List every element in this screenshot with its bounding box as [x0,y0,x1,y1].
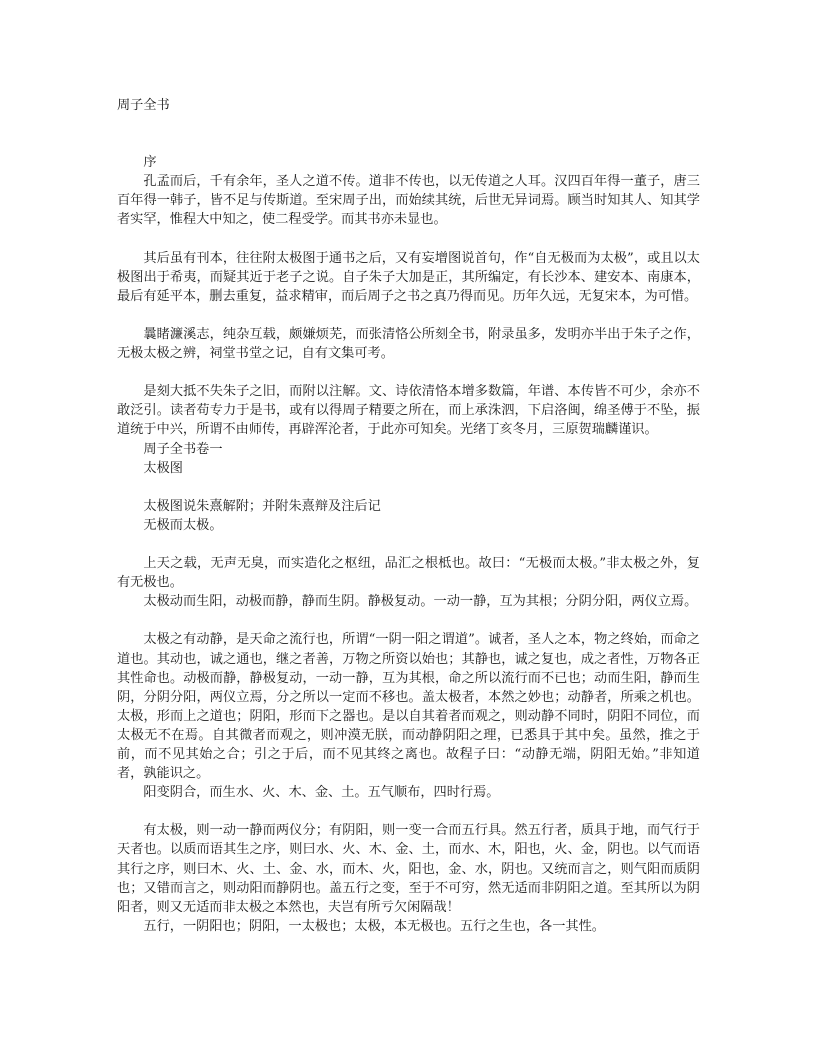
document-title: 周子全书 [117,98,170,113]
body-paragraph: 阳变阴合，而生水、火、木、金、土。五气顺布，四时行焉。 [143,785,500,801]
paragraph-spacer [117,535,700,554]
section-heading: 太极图说朱熹解附；并附朱熹辩及注后记 [143,498,381,514]
paragraph-spacer [117,802,700,821]
paragraph-spacer [117,478,700,497]
section-heading: 序 [143,155,157,171]
paragraph-spacer [117,229,700,248]
title-spacer [117,134,700,153]
body-paragraph: 有太极，则一动一静而两仪分；有阴阳，则一变一合而五行具。然五行者，质具于地，而气行于天者也。以质而语其生之序，则曰水、火、木、金、土，而水、木，阳也，火、金，阴也。以气而语其行之序，则曰木、火、土、金、水，而木、火，阳也，金、水，阴也。又统而言之，则气阳而质阴也；又错而言之，则动阳而静阴也。盖五行之变，至于不可穷，然无适而非阴阳之道。至其所以为阴阳者，则又无适而非太极之本然也，夫岂有所亏欠闲隔哉！ [117,823,700,915]
body-paragraph: 是刻大抵不失朱子之旧，而附以注解。文、诗依清恪本增多数篇，年谱、本传皆不可少，余亦不敢泛引。读者苟专力于是书，或有以得周子精要之所在，而上承洙泗，下启洛闽，绵圣傅于不坠，振道统于中兴，所谓不由师传，再辟浑沦者，于此亦可知矣。光绪丁亥冬月，三原贺瑞麟谨识。 [117,384,700,438]
body-paragraph: 孔孟而后，千有余年，圣人之道不传。道非不传也，以无传道之人耳。汉四百年得一董子，唐三百年得一韩子，皆不足与传斯道。至宋周子出，而始续其统，后世无异词焉。顾当时知其人、知其学者实罕，惟程大中知之，使二程受学。而其书亦未显也。 [117,174,700,228]
body-paragraph: 其后虽有刊本，往往附太极图于通书之后，又有妄增图说首句，作“自无极而为太极”，或且以太极图出于希夷，而疑其近于老子之说。自子朱子大加是正，其所编定，有长沙本、建安本、南康本，最后有延平本，删去重复，益求精审，而后周子之书之真乃得而见。历年久远，无复宋本，为可惜。 [117,250,700,304]
body-paragraph: 太极动而生阳，动极而静，静而生阴。静极复动。一动一静，互为其根；分阴分阳，两仪立焉。 [143,594,698,610]
document-body [117,153,700,936]
body-paragraph: 上天之载，无声无臭，而实造化之枢纽，品汇之根柢也。故曰：“无极而太极。”非太极之外，复有无极也。 [117,556,700,591]
paragraph-spacer [117,363,700,382]
section-heading: 无极而太极。 [143,517,223,533]
section-heading: 周子全书卷一 [143,441,223,457]
section-heading: 太极图 [143,460,183,476]
body-paragraph: 曩睹濂溪志，纯杂互载，颇嫌烦芜，而张清恪公所刻全书，附录虽多，发明亦半出于朱子之作，无极太极之辨，祠堂书堂之记，自有文集可考。 [117,326,700,362]
body-paragraph: 五行，一阴阳也；阴阳，一太极也；太极，本无极也。五行之生也，各一其性。 [143,918,605,934]
paragraph-spacer [117,611,700,630]
paragraph-spacer [117,306,700,325]
body-paragraph: 太极之有动静，是天命之流行也，所谓“一阴一阳之谓道”。诚者，圣人之本，物之终始，而命之道也。其动也，诚之通也，继之者善，万物之所资以始也；其静也，诚之复也，成之者性，万物各正其性命也。动极而静，静极复动，一动一静，互为其根，命之所以流行而不已也；动而生阳，静而生阴，分阴分阳，两仪立焉，分之所以一定而不移也。盖太极者，本然之妙也；动静者，所乘之机也。太极，形而上之道也；阴阳，形而下之器也。是以自其着者而观之，则动静不同时，阴阳不同位，而太极无不在焉。自其微者而观之，则冲漠无朕，而动静阴阳之理，已悉具于其中矣。虽然，推之于前，而不见其始之合；引之于后，而不见其终之离也。故程子曰：“动静无端，阴阳无始。”非知道者，孰能识之。 [117,632,700,782]
